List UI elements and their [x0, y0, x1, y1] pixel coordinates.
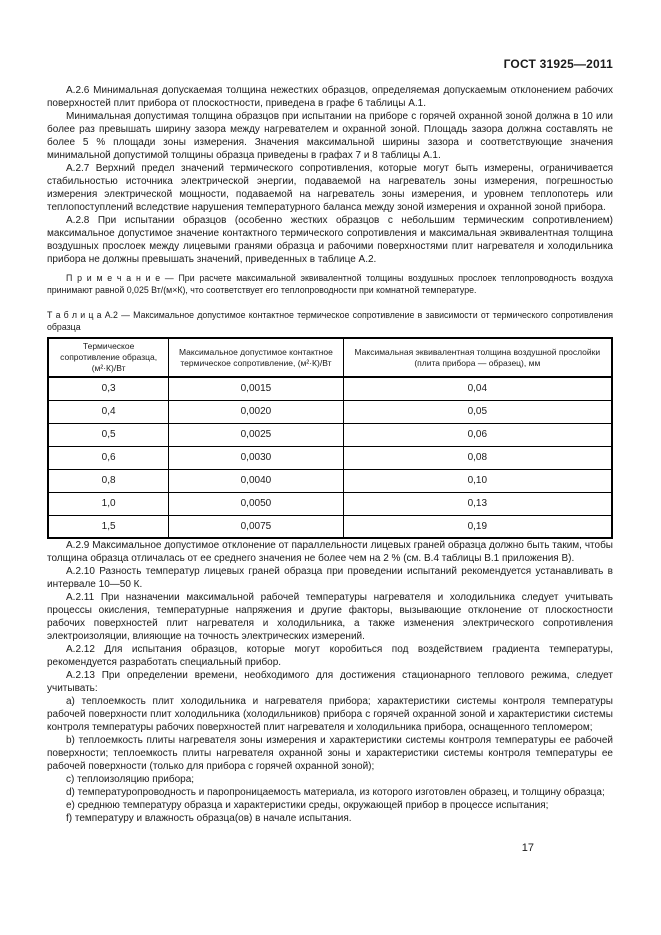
paragraph-a2-11: А.2.11 При назначении максимальной рабочей температуры нагревателя и холодильника следует учитывать процессы окисления, температурные напряжения и другие факторы, вызывающие отклонение от плоскостности рабочих поверхностей плит нагревателя и холодильника, а также изменения электрического сопротивления электроизоляции, влияющие на точность электрических измерений. — [47, 592, 613, 642]
cell: 0,04 — [343, 377, 612, 400]
paragraph-a2-13: А.2.13 При определении времени, необходимого для достижения стационарного теплового режима, следует учитывать: — [47, 670, 613, 694]
cell: 0,10 — [343, 469, 612, 492]
table-row — [48, 423, 612, 446]
table-row — [48, 446, 612, 469]
cell: 0,0040 — [169, 469, 343, 492]
cell: 0,8 — [48, 469, 169, 492]
list-item-f: f) температуру и влажность образца(ов) в начале испытания. — [66, 813, 352, 824]
paragraph-a2-7: А.2.7 Верхний предел значений термического сопротивления, которые могут быть измерены, ограничивается стабильностью источника электрической энергии, подаваемой на нагреватель зоны измерения, погрешностью измерения электрической мощности, подаваемой на нагреватель зоны измерения, и уровнем теплопотерь или теплопоступлений вследствие нарушения температурного баланса между зоной измерения и охранной зоной прибора. — [47, 163, 613, 213]
document-code-header: ГОСТ 31925—2011 — [503, 57, 613, 71]
page-number: 17 — [521, 842, 534, 854]
column-header-thermal-resistance: Термическое сопротивление образца, (м²·К)/Вт — [48, 338, 169, 377]
cell: 0,06 — [343, 423, 612, 446]
cell: 1,5 — [48, 515, 169, 538]
paragraph-a2-6: А.2.6 Минимальная допускаемая толщина нежестких образцов, определяемая допускаемым отклонением рабочих поверхностей плит прибора от плоскостности, приведена в графе 6 таблицы А.1. — [47, 85, 613, 109]
table-row — [48, 515, 612, 538]
cell: 0,0030 — [169, 446, 343, 469]
page-content — [47, 84, 613, 825]
paragraph-a2-10: А.2.10 Разность температур лицевых граней образца при проведении испытаний рекомендуется устанавливать в интервале 10—50 К. — [47, 566, 613, 590]
paragraph-a2-9: А.2.9 Максимальное допустимое отклонение от параллельности лицевых граней образца должно быть таким, чтобы толщина образца отличалась от ее среднего значения не более чем на 2 % (см. В.4 таблицы В.1 приложения В). — [47, 540, 613, 564]
table-row — [48, 400, 612, 423]
table-row — [48, 377, 612, 400]
list-item-b: b) теплоемкость плиты нагревателя зоны измерения и характеристики системы контроля температуры ее рабочей поверхности; теплоемкость плиты нагревателя охранной зоны и характеристики системы контроля температуры ее рабочей поверхности (только для прибора с горячей охранной зоной); — [47, 735, 613, 772]
cell: 0,0020 — [169, 400, 343, 423]
paragraph-a2-12: А.2.12 Для испытания образцов, которые могут коробиться под воздействием градиента температуры, рекомендуется разработать специальный прибор. — [47, 644, 613, 668]
table-a2 — [47, 337, 613, 539]
list-item-c: c) теплоизоляцию прибора; — [66, 774, 195, 785]
note-paragraph: П р и м е ч а н и е — При расчете максимальной эквивалентной толщины воздушных прослоек теплопроводность воздуха принимают равной 0,025 Вт/(м×К), что соответствует его теплопроводности при комнатной температуре. — [47, 273, 613, 295]
cell: 0,13 — [343, 492, 612, 515]
document-page — [47, 0, 613, 935]
cell: 0,5 — [48, 423, 169, 446]
cell: 0,3 — [48, 377, 169, 400]
paragraph-a2-6-cont: Минимальная допустимая толщина образцов при испытании на приборе с горячей охранной зоной должна в 10 или более раз превышать ширину зазора между нагревателем и охранной зоной. Площадь зазора должна составлять не более 5 % площади зоны измерения. Значения максимальной ширины зазора и соответствующие значения минимальной допустимой толщины образца приведены в графах 7 и 8 таблицы А.1. — [47, 111, 613, 161]
paragraph-a2-8: А.2.8 При испытании образцов (особенно жестких образцов с небольшим термическим сопротивлением) максимальное допустимое значение контактного термического сопротивления и максимальная эквивалентная толщина воздушных прослоек между лицевыми гранями образца и рабочими поверхностями плит нагревателя и холодильника прибора не должны превышать значений, приведенных в таблице А.2. — [47, 215, 613, 265]
table-row — [48, 492, 612, 515]
list-item-d: d) температуропроводность и паропроницаемость материала, из которого изготовлен образец, и толщину образца; — [66, 787, 605, 798]
list-item-e: e) среднюю температуру образца и характеристики среды, окружающей прибор в процессе испытания; — [66, 800, 549, 811]
cell: 1,0 — [48, 492, 169, 515]
cell: 0,08 — [343, 446, 612, 469]
cell: 0,0015 — [169, 377, 343, 400]
cell: 0,6 — [48, 446, 169, 469]
cell: 0,4 — [48, 400, 169, 423]
list-item-a: a) теплоемкость плит холодильника и нагревателя прибора; характеристики системы контроля температуры рабочей поверхности плит холодильника (холодильников) прибора с горячей охранной зоной и характеристики системы контроля температуры рабочих поверхностей плит нагревателя и холодильника прибора, оснащенного тепломером; — [47, 696, 613, 733]
table-a2-caption: Т а б л и ц а А.2 — Максимальное допустимое контактное термическое сопротивление в зависимости от термического сопротивления образца — [47, 310, 613, 332]
column-header-max-contact-resistance: Максимальное допустимое контактное термическое сопротивление, (м²·К)/Вт — [169, 338, 343, 377]
cell: 0,0025 — [169, 423, 343, 446]
table-row — [48, 469, 612, 492]
cell: 0,19 — [343, 515, 612, 538]
cell: 0,0050 — [169, 492, 343, 515]
table-a2-header — [48, 338, 612, 377]
cell: 0,0075 — [169, 515, 343, 538]
cell: 0,05 — [343, 400, 612, 423]
column-header-max-air-gap: Максимальная эквивалентная толщина воздушной прослойки (плита прибора — образец), мм — [343, 338, 612, 377]
